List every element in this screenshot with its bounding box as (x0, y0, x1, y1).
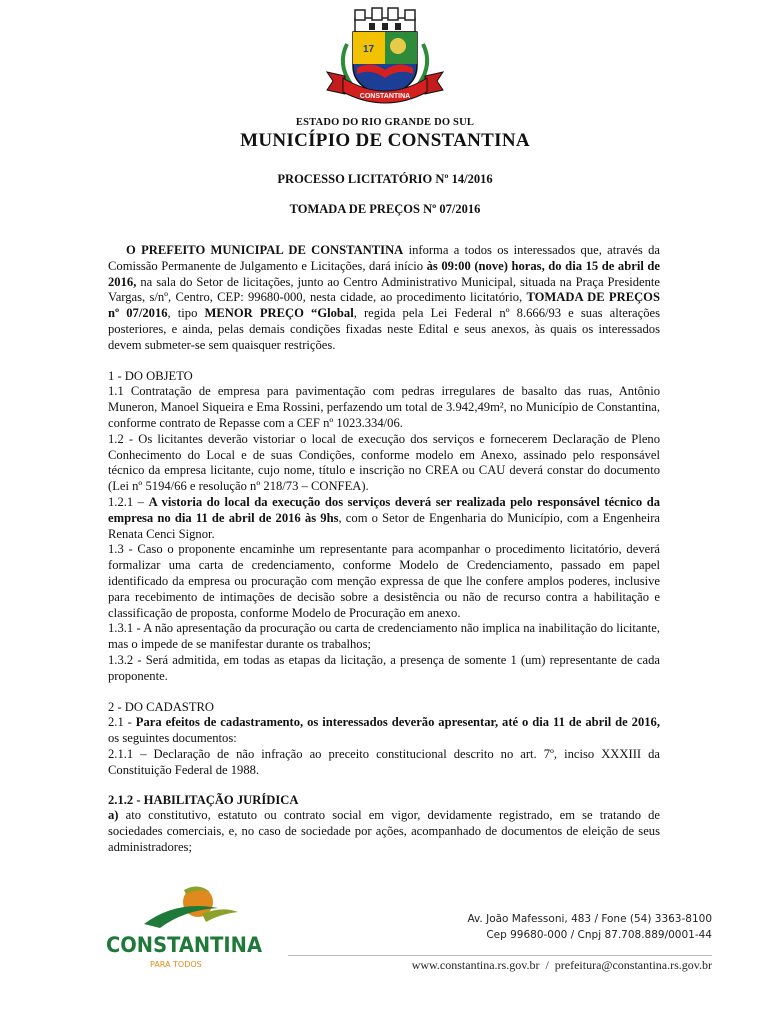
section-1-heading: 1 - DO OBJETO (108, 368, 193, 383)
clause-1-3-1: 1.3.1 - A não apresentação da procuração ou carta de credenciamento não implica na inabilitação do licitante, mas o impede de se manifestar durante os trabalhos; (108, 621, 660, 652)
clause-2-1 (108, 715, 660, 747)
clause-1-1: 1.1 Contratação de empresa para pavimentação com pedras irregulares de basalto das ruas, Antônio Muneron, Manoel Siqueira e Ema Rossini, perfazendo um total de 3.942,49m², no Município de Constantina, conforme contrato de Repasse com a CEF nº 1023.334/06. (108, 384, 660, 430)
intro-text-4: , regida pela Lei Federal nº 8.666/93 e suas alterações posteriores, e ainda, pelas demais condições fixadas neste Edital e seus anexos, às quais os interessados devem submeter-se sem quaisquer restrições. (108, 306, 660, 352)
municipal-crest (325, 4, 445, 104)
clause-1-3: 1.3 - Caso o proponente encaminhe um representante para acompanhar o procedimento licitatório, deverá formalizar uma carta de credenciamento, conforme Modelo de Credenciamento, passado em papel identificado da empresa ou procuração com menção expressa de que lhe confere amplos poderes, inclusive para recebimento de intimações de decisão sobre a desistência ou não de recurso contra a habilitação e classificação de proposta, conforme Modelo de Procuração em anexo. (108, 542, 660, 620)
clause-1-2-1-bold: A vistoria do local da execução dos serviços deverá ser realizada pelo responsável técnico da empresa no dia 11 de abril de 2016 às 9hs (108, 494, 661, 525)
footer-address-line-1: Av. João Mafessoni, 483 / Fone (54) 3363-8100 (467, 913, 712, 925)
item-a-label: a) (108, 808, 119, 823)
state-heading: ESTADO DO RIO GRANDE DO SUL (295, 117, 475, 128)
crest-banner-text: CONSTANTINA (359, 93, 411, 100)
intro-text-2: na sala do Setor de licitações, junto ao Centro Administrativo Municipal, situada na Praça Presidente Vargas, s/nº, Centro, CEP: 99680-000, nesta cidade, ao procedimento licitatório, (108, 274, 660, 305)
intro-bold-2: às 09:00 (nove) horas, do dia 15 de abril de 2016, (108, 258, 660, 289)
clause-2-1-num: 2.1 - (108, 715, 136, 730)
footer-divider (288, 955, 712, 956)
clause-1-3-2: 1.3.2 - Será admitida, em todas as etapas da licitação, a presença de somente 1 (um) representante de cada proponente. (108, 652, 660, 683)
section-2-heading: 2 - DO CADASTRO (108, 699, 215, 714)
footer-web-contact[interactable]: www.constantina.rs.gov.br / prefeitura@constantina.rs.gov.br (411, 958, 712, 972)
item-a-text: ato constitutivo, estatuto ou contrato social em vigor, devidamente registrado, em se tratando de sociedades comerciais, e, no caso de sociedade por ações, acompanhado de documentos de eleição de seus administradores; (108, 808, 660, 854)
clause-1-2-1 (108, 495, 660, 542)
clause-2-1-1: 2.1.1 – Declaração de não infração ao preceito constitucional descrito no art. 7º, inciso XXXIII da Constituição Federal de 1988. (108, 746, 660, 777)
clause-1-2-1-rest: , com o Setor de Engenharia do Município, com a Engenheira Renata Cenci Signor. (108, 510, 661, 541)
document-body (108, 243, 660, 856)
clause-2-1-rest: os seguintes documentos: (108, 731, 237, 746)
intro-bold-1: O PREFEITO MUNICIPAL DE CONSTANTINA (126, 243, 404, 257)
municipality-title: MUNICÍPIO DE CONSTANTINA (240, 130, 530, 151)
intro-bold-4: MENOR PREÇO “Global (204, 306, 354, 321)
crest-number: 17 (363, 44, 375, 55)
tomada-number: TOMADA DE PREÇOS Nº 07/2016 (289, 202, 481, 216)
constantina-logo (106, 884, 264, 970)
intro-text-3: , tipo (167, 306, 205, 321)
intro-text-1: informa a todos os interessados que, através da Comissão Permanente de Julgamento e Licitações, dará início (108, 243, 660, 273)
process-number: PROCESSO LICITATÓRIO Nº 14/2016 (277, 172, 493, 186)
intro-bold-3: TOMADA DE PREÇOS nº 07/2016 (108, 290, 660, 321)
clause-1-2: 1.2 - Os licitantes deverão vistoriar o local de execução dos serviços e fornecerem Declaração de Pleno Conhecimento do Local e de suas Condições, conforme modelo em Anexo, assinado pelo responsável técnico da empresa licitante, cujo nome, título e inscrição no CREA ou CAU deverá constar do documento (Lei nº 5194/66 e resolução nº 218/73 – CONFEA). (108, 431, 660, 494)
habilitacao-heading (108, 793, 660, 809)
intro-paragraph (108, 243, 660, 354)
logo-tagline: PARA TODOS (150, 960, 202, 969)
item-a (108, 808, 660, 855)
logo-name: CONSTANTINA (106, 933, 263, 957)
clause-2-1-bold: Para efeitos de cadastramento, os interessados deverão apresentar, até o dia 11 de abril de 2016, (135, 715, 661, 730)
footer-address-line-2: Cep 99680-000 / Cnpj 87.708.889/0001-44 (486, 929, 712, 941)
crown-icon (355, 8, 415, 32)
habilitacao-heading-text: 2.1.2 - HABILITAÇÃO JURÍDICA (108, 792, 299, 807)
clause-1-2-1-num: 1.2.1 – (108, 494, 149, 509)
shield-icon (353, 32, 417, 96)
